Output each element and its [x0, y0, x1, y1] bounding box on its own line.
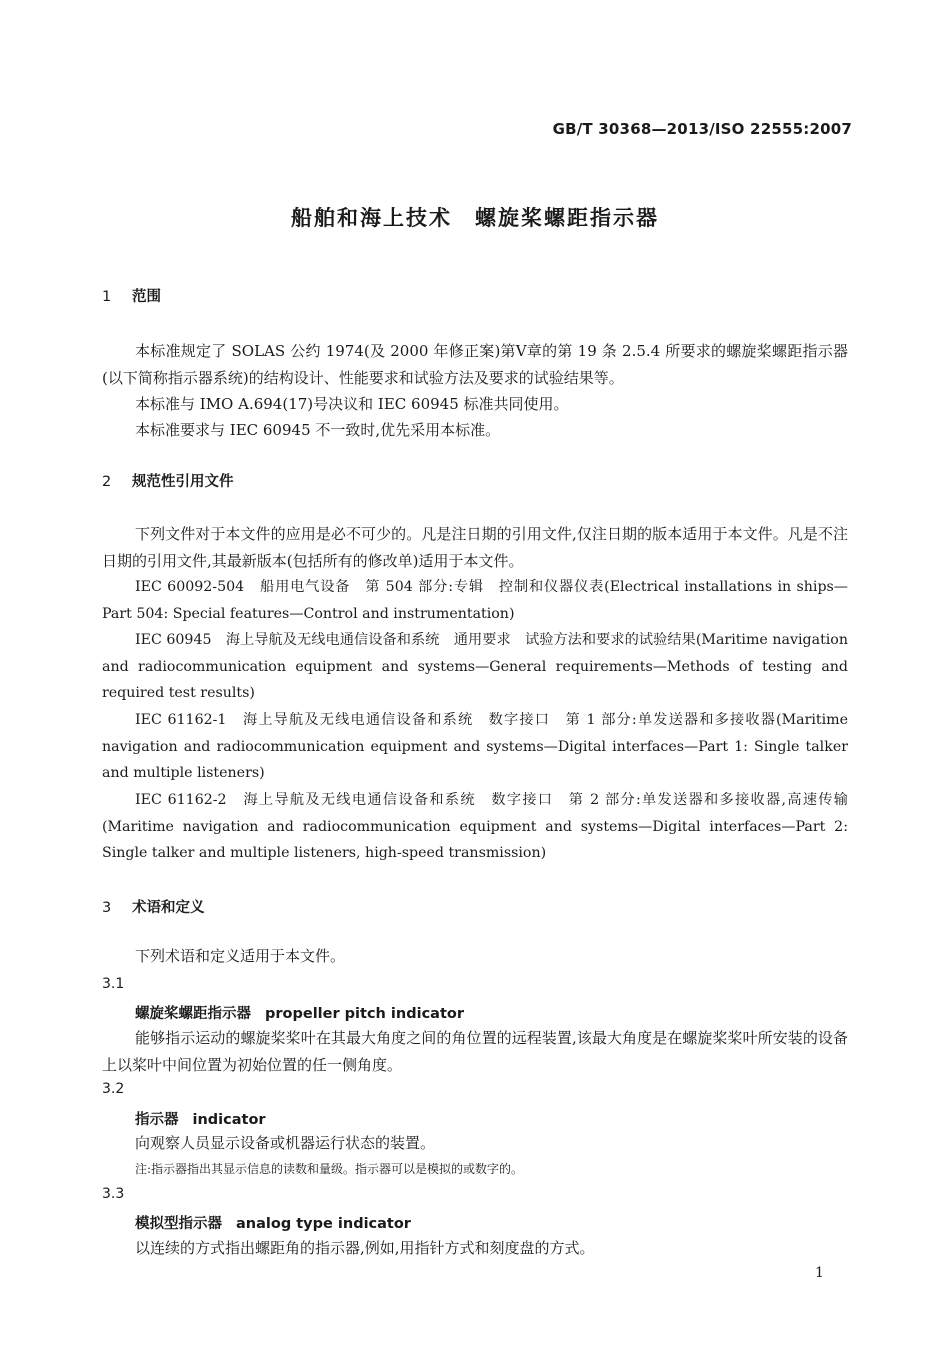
section-heading-2 [102, 470, 234, 491]
paragraph: 本标准规定了 SOLAS 公约 1974(及 2000 年修正案)第Ⅴ章的第 19 条 2.5.4 所要求的螺旋桨螺距指示器(以下简称指示器系统)的结构设计、性能要求和试验方法及要求的试验结果等。 [102, 342, 848, 387]
term-number: 3.1 [102, 976, 125, 992]
section-number: 1 [102, 289, 112, 305]
section-heading-1 [102, 285, 161, 306]
section-number: 2 [102, 474, 112, 490]
page-number: 1 [815, 1265, 824, 1281]
reference-entry: IEC 60092-504 船用电气设备 第 504 部分:专辑 控制和仪器仪表(Electrical installations in ships—Part 504: Special features—Control and instrumentation) [102, 579, 848, 622]
section-heading-3 [102, 896, 205, 917]
paragraph: 本标准要求与 IEC 60945 不一致时,优先采用本标准。 [135, 421, 501, 439]
section-title: 规范性引用文件 [132, 474, 234, 490]
reference-entry: IEC 61162-1 海上导航及无线电通信设备和系统 数字接口 第 1 部分:单发送器和多接收器(Maritime navigation and radiocommunication equipment and systems—Digital interfaces—Part 1: Single talker and multiple listeners) [102, 712, 848, 781]
term-definition: 以连续的方式指出螺距角的指示器,例如,用指针方式和刻度盘的方式。 [135, 1239, 595, 1257]
reference-entry: IEC 60945 海上导航及无线电通信设备和系统 通用要求 试验方法和要求的试验结果(Maritime navigation and radiocommunication equipment and systems—General requirements—Methods of testing and required test results) [102, 632, 848, 701]
paragraph: 下列文件对于本文件的应用是必不可少的。凡是注日期的引用文件,仅注日期的版本适用于本文件。凡是不注日期的引用文件,其最新版本(包括所有的修改单)适用于本文件。 [102, 525, 848, 570]
term-zh: 螺旋桨螺距指示器 [135, 1006, 251, 1022]
section-number: 3 [102, 900, 112, 916]
term-zh: 指示器 [135, 1112, 179, 1128]
term-heading [135, 1108, 266, 1129]
reference-entry: IEC 61162-2 海上导航及无线电通信设备和系统 数字接口 第 2 部分:单发送器和多接收器,高速传输(Maritime navigation and radiocommunication equipment and systems—Digital interfaces—Part 2: Single talker and multiple listeners, high-speed transmission) [102, 792, 848, 861]
term-en: propeller pitch indicator [265, 1006, 464, 1022]
term-zh: 模拟型指示器 [135, 1216, 222, 1232]
section-title: 术语和定义 [132, 900, 205, 916]
term-number: 3.2 [102, 1081, 125, 1097]
term-note: 注:指示器指出其显示信息的读数和量级。指示器可以是模拟的或数字的。 [135, 1162, 524, 1176]
standard-number: GB/T 30368—2013/ISO 22555:2007 [552, 120, 852, 138]
term-en: analog type indicator [236, 1216, 411, 1232]
section-title: 范围 [132, 289, 161, 305]
term-en: indicator [192, 1112, 266, 1128]
paragraph: 下列术语和定义适用于本文件。 [135, 947, 346, 965]
term-heading [135, 1212, 411, 1233]
term-number: 3.3 [102, 1186, 125, 1202]
paragraph: 本标准与 IMO A.694(17)号决议和 IEC 60945 标准共同使用。 [135, 395, 569, 413]
term-definition: 向观察人员显示设备或机器运行状态的装置。 [135, 1134, 436, 1152]
term-heading [135, 1002, 464, 1023]
term-definition: 能够指示运动的螺旋桨桨叶在其最大角度之间的角位置的远程装置,该最大角度是在螺旋桨桨叶所安装的设备上以桨叶中间位置为初始位置的任一侧角度。 [102, 1029, 848, 1074]
document-title: 船舶和海上技术 螺旋桨螺距指示器 [291, 206, 659, 230]
